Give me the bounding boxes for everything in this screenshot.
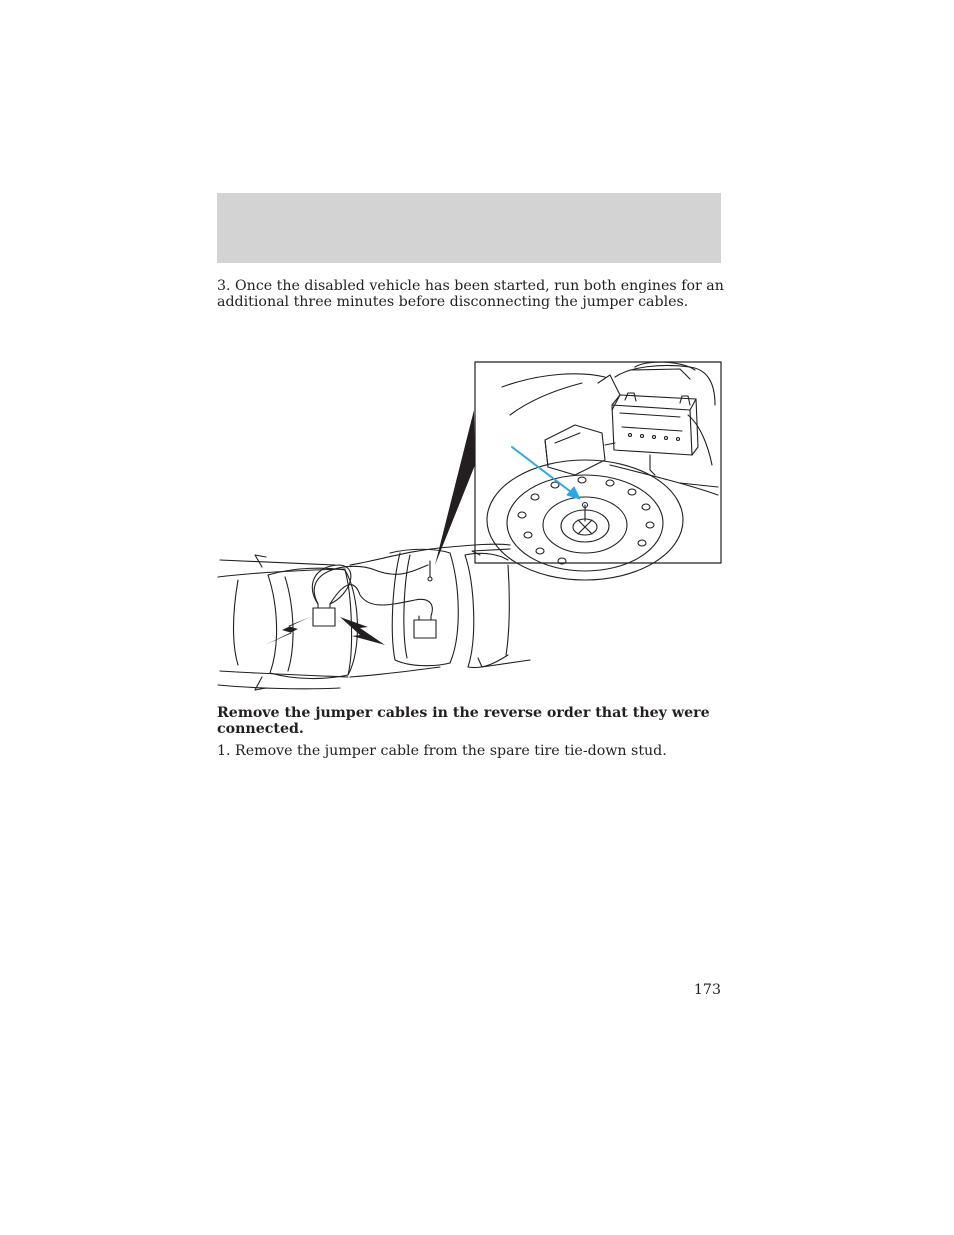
spark-left (265, 617, 310, 645)
step-1-text: 1. Remove the jumper cable from the spare tire tie-down stud. (217, 743, 667, 759)
section-header-band (217, 193, 721, 263)
disabled-battery (414, 620, 436, 638)
inset-frame (475, 362, 721, 563)
removal-heading: Remove the jumper cables in the reverse order that they were connected. (217, 705, 710, 737)
spark-right (340, 617, 385, 645)
jumper-cable-illustration (210, 355, 730, 695)
booster-battery (313, 608, 335, 626)
step-3-text: 3. Once the disabled vehicle has been started, run both engines for an additional three minutes before disconnecting the jumper cables. (217, 278, 724, 310)
page-number: 173 (693, 982, 721, 998)
leader-wedge (435, 410, 475, 565)
